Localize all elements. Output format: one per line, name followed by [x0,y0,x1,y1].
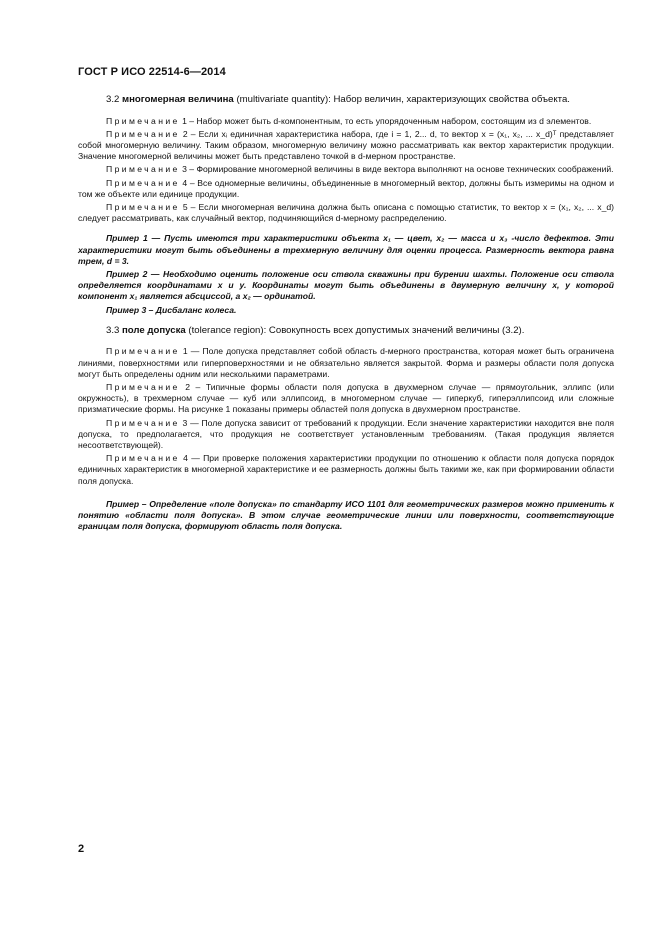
note-3-2-1 [78,116,614,127]
note-text: 3 – Формирование многомерной величины в виде вектора выполняют на основе технических соображений. [179,164,614,175]
example-3-3: Пример – Определение «поле допуска» по стандарту ИСО 1101 для геометрических размеров можно применить к понятию «области поля допуска». В этом случае геометрические линии или поверхности, соответствующие границам поля допуска, формируют область поля допуска. [78,498,614,532]
note-text: 1 — Поле допуска представляет собой область d-мерного пространства, которая может быть ограничена линиями, поверхностями или гиперповерхностями и не обязательно является закрытой. Форма и размеры области поля допуска могут быть определены одним или несколькими параметрами. [78,346,614,379]
example-3-2-1: Пример 1 — Пусть имеются три характеристики объекта x₁ — цвет, x₂ — масса и x₃ -число дефектов. Эти характеристики могут быть объединены в трехмерную величину для оценки процесса. Размерность вектора равна трем, d = 3. [78,233,614,266]
document-header: ГОСТ Р ИСО 22514-6—2014 [78,66,226,78]
term-name: поле допуска [122,324,186,336]
spacer [78,226,614,233]
term-english: (multivariate quantity) [236,94,329,105]
note-3-3-4 [78,453,614,487]
note-3-2-4 [78,178,614,200]
note-text: 2 – Если xᵢ единичная характеристика набора, где i = 1, 2... d, то вектор x = (x₁, x₂, ... x_d)ᵀ представляет собой многомерную величину. Таким образом, многомерную величину можно рассматривать как вектор характеристик продукции. Значение многомерной величины может быть представлено точкой в d-мерном пространстве. [78,128,614,162]
note-text: 4 – Все одномерные величины, объединенные в многомерный вектор, должны быть измеримы на одном и том же объекте или единице продукции. [78,177,614,199]
term-3-3 [78,325,614,338]
note-text: 1 – Набор может быть d-компонентным, то есть упорядоченным набором, состоящим из d элементов. [179,115,592,126]
note-3-2-5 [78,202,614,224]
note-label: Примечание [106,202,180,213]
term-number: 3.3 [106,324,120,336]
spacer [78,489,614,499]
term-number: 3.2 [106,94,120,105]
term-definition: : Совокупность всех допустимых значений величины (3.2). [263,324,525,336]
term-definition: : Набор величин, характеризующих свойства объекта. [328,94,570,105]
note-label: Примечание [106,346,180,357]
page-number: 2 [78,843,85,855]
term-3-2 [78,94,614,107]
note-label: Примечание [106,128,180,139]
note-text: 4 — При проверке положения характеристики продукции по отношению к области поля допуска порядок единичных характеристик в многомерной характеристике и ее размерность должны быть такими же, как при формировании области поля допуска. [78,453,614,486]
note-3-3-3 [78,418,614,452]
note-text: 2 – Типичные формы области поля допуска в двухмерном случае — прямоугольник, эллипс (или окружность), в трехмерном случае — куб или эллипсоид, в многомерном случае — гиперкуб, гиперэллипсоид или сложные призматические формы. На рисунке 1 показаны примеры областей поля допуска в двухмерном пространстве. [78,382,614,415]
note-3-2-2 [78,129,614,163]
example-3-2-2: Пример 2 — Необходимо оценить положение оси ствола скважины при бурении шахты. Положение оси ствола определяется координатами x и y. Координаты могут быть объединены в двумерную величину x, у которой компонент x₁ является абсциссой, а x₂ — ординатой. [78,269,614,302]
note-3-3-1 [78,346,614,380]
note-label: Примечание [106,177,180,188]
note-label: Примечание [106,164,180,175]
note-text: 5 – Если многомерная величина должна быть описана с помощью статистик, то вектор x = (x₁, x₂, ... x_d) следует рассматривать, как случайный вектор, подчиняющийся d-мерному распределению. [78,202,614,224]
note-text: 3 — Поле допуска зависит от требований к продукции. Если значение характеристики находится вне поля допуска, то предполагается, что продукция не соответствует установленным требованиям. (Такая продукция является несоответствующей). [78,417,614,451]
example-3-2-3: Пример 3 – Дисбаланс колеса. [106,304,237,315]
note-label: Примечание [106,115,180,126]
note-label: Примечание [106,417,180,428]
note-label: Примечание [106,453,180,464]
note-3-3-2 [78,382,614,416]
note-label: Примечание [106,382,180,393]
term-english: (tolerance region) [188,324,264,336]
note-3-2-3 [78,164,614,175]
document-body [78,94,614,534]
term-name: многомерная величина [122,94,234,105]
spacer [78,318,614,325]
